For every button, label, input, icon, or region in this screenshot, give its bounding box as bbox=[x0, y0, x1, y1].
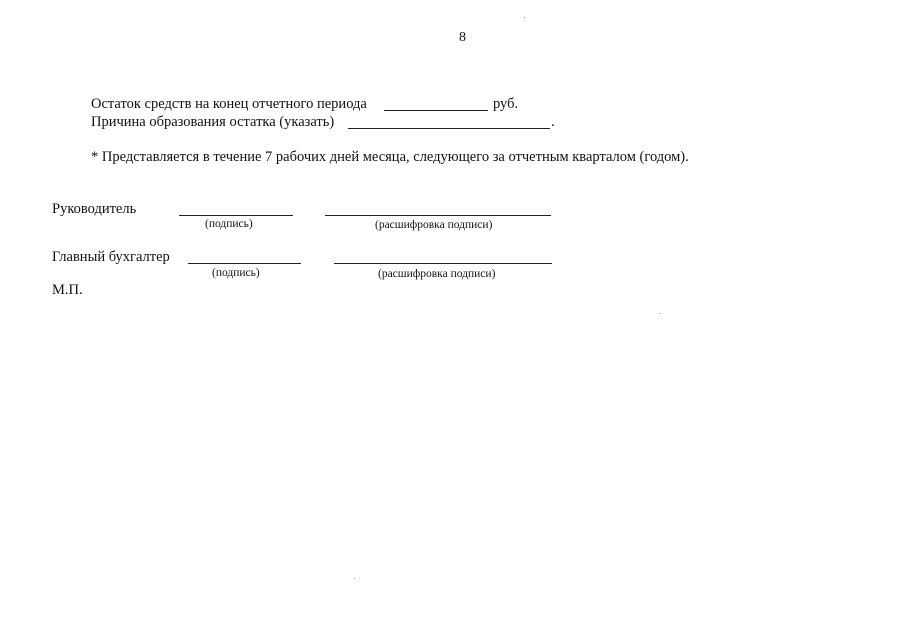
head-signature-blank bbox=[179, 215, 293, 216]
accountant-signature-caption: (подпись) bbox=[212, 267, 260, 279]
accountant-decoding-blank bbox=[334, 263, 552, 264]
reason-label: Причина образования остатка (указать) bbox=[91, 114, 335, 130]
accountant-decoding-caption: (расшифровка подписи) bbox=[378, 268, 496, 280]
scan-speck bbox=[659, 313, 660, 314]
accountant-signature-blank bbox=[188, 263, 301, 264]
scan-speck bbox=[524, 17, 525, 18]
head-signature-caption: (подпись) bbox=[205, 218, 253, 230]
scan-speck bbox=[354, 578, 355, 579]
head-title: Руководитель bbox=[52, 201, 137, 217]
head-decoding-blank bbox=[325, 215, 551, 216]
balance-amount-blank bbox=[384, 110, 488, 111]
footnote: * Представляется в течение 7 рабочих дней месяца, следующего за отчетным кварталом (годом). bbox=[91, 149, 689, 165]
reason-blank bbox=[348, 128, 550, 129]
accountant-title: Главный бухгалтер bbox=[52, 249, 170, 265]
stamp-place: М.П. bbox=[52, 282, 83, 298]
page-number: 8 bbox=[459, 30, 466, 45]
balance-unit: руб. bbox=[493, 96, 519, 112]
balance-label: Остаток средств на конец отчетного периода bbox=[91, 96, 367, 112]
reason-end-mark: . bbox=[551, 114, 555, 130]
head-decoding-caption: (расшифровка подписи) bbox=[375, 219, 493, 231]
